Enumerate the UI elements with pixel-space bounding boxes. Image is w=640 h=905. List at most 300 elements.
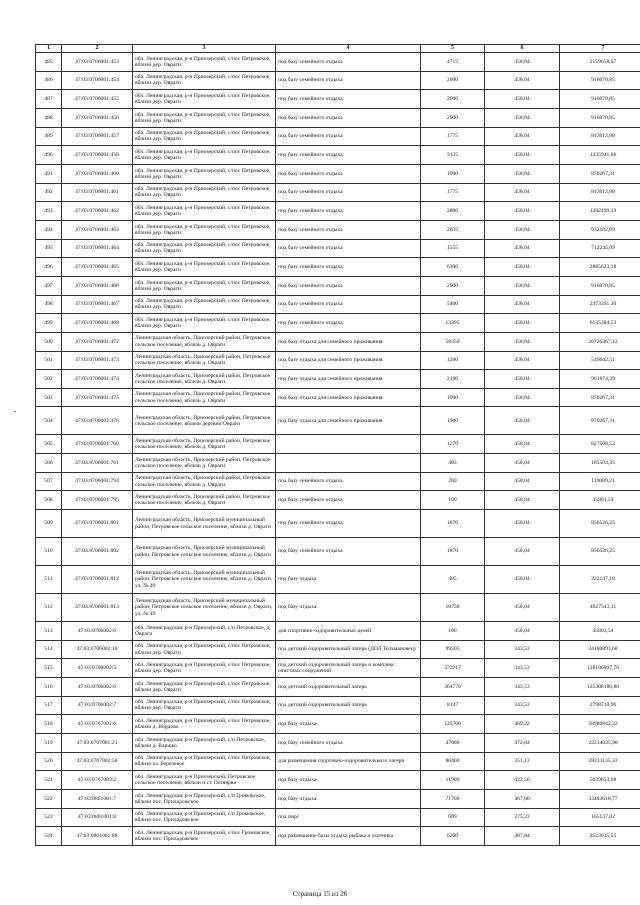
cell-cadastral-number: 47:03:0706001:453 [62,53,133,72]
cell-purpose: под детский оздоровительный лагерь [276,696,421,715]
cell-address: обл. Ленинградская, р-н Приозерский, с/пос Петровское, вблизи дер. Овраги [133,677,276,696]
table-row [36,314,640,333]
cell-rate: 458,04 [485,239,560,258]
cell-row-number: 517 [36,696,62,715]
table-row [36,677,640,696]
cell-purpose: под базу семейного отдыха [276,202,421,221]
table-row [36,108,640,127]
cell-cadastral-number: 47:03:0706001:454 [62,71,133,90]
cell-address: Ленинградская область, Приозерский район, Петровское сельское поселение, вблизи д. Овраги [133,351,276,370]
cell-purpose: для спортивно-оздоровительных целей [276,622,421,641]
cell-area: 3135 [421,146,485,165]
cell-value: 45801,54 [560,491,640,510]
table-row [36,90,640,109]
cell-cadastral-number: 47:03:0706001:761 [62,454,133,473]
cell-rate: 458,04 [485,295,560,314]
cell-area: 99505 [421,640,485,659]
table-body [36,53,640,846]
cell-address: обл. Ленинградская, р-н Приозерский, с/пос Петровское, вблизи дер. Овраги [133,220,276,239]
column-header-area: 5 [421,45,485,53]
cell-value: 2473391,30 [560,295,640,314]
land-plots-table [35,44,640,846]
cell-rate: 467,00 [485,789,560,808]
cell-rate: 458,04 [485,258,560,277]
table-row [36,53,640,72]
cell-row-number: 505 [36,435,62,454]
cell-purpose: под базу семейного отдыха [276,314,421,333]
cell-rate: 423,50 [485,771,560,790]
cell-address: обл. Ленинградская, р-н Приозерский, с/пос Петровское, вблизи дер. Овраги [133,108,276,127]
cell-cadastral-number: 47:03:0706002:5 [62,659,133,678]
cell-area: 1200 [421,351,485,370]
cell-area: 2000 [421,108,485,127]
cell-value: 916070,85 [560,90,640,109]
cell-cadastral-number: 47:03:0707003:2 [62,771,133,790]
cell-row-number: 493 [36,202,62,221]
cell-cadastral-number: 47:03:0706001:455 [62,90,133,109]
cell-address: Ленинградская область, Приозерский район, Петровское сельское поселение, вблизи д. Овраги [133,332,276,351]
cell-row-number: 506 [36,454,62,473]
cell-value: 549642,51 [560,351,640,370]
cell-rate: 343,53 [485,640,560,659]
cell-area: 6300 [421,258,485,277]
cell-row-number: 521 [36,771,62,790]
cell-rate: 458,04 [485,146,560,165]
cell-area: 1555 [421,239,485,258]
cell-row-number: 503 [36,388,62,407]
cell-value: 856526,25 [560,538,640,566]
cell-cadastral-number: 47:03:0706002:6 [62,677,133,696]
cell-address: обл. Ленинградская, р-н Приозерский, с/пос Петровское, вблизи дер. Овраги [133,258,276,277]
cell-row-number: 501 [36,351,62,370]
cell-row-number: 520 [36,752,62,771]
cell-area: 5400 [421,295,485,314]
cell-purpose: под базу семейного отдыха [276,295,421,314]
cell-rate: 458,04 [485,510,560,538]
cell-cadastral-number: 47:03:0706001:473 [62,351,133,370]
cell-rate: 458,04 [485,622,560,641]
cell-cadastral-number: 47:03:0706001:458 [62,146,133,165]
cell-area: 2100 [421,370,485,389]
cell-purpose: под размещение базы отдыха рыбака и охотника [276,827,421,846]
cell-purpose: под базу семейного отдыха [276,127,421,146]
cell-row-number: 523 [36,808,62,827]
cell-area: 260 [421,472,485,491]
table-row [36,351,640,370]
table-row [36,202,640,221]
cell-address: обл. Ленинградская, р-н Приозерский, с/п Громовское, вблизи пос. Приладожское [133,789,276,808]
cell-rate: 343,53 [485,659,560,678]
cell-area: 80400 [421,752,485,771]
table-row [36,771,640,790]
cell-value: 2523635,55 [560,827,640,846]
table-row [36,594,640,622]
cell-purpose: под базу семейного отдыха [276,164,421,183]
cell-area: 8147 [421,696,485,715]
cell-value: 2885623,18 [560,258,640,277]
table-row [36,491,640,510]
cell-cadastral-number: 47:03:0706001:801 [62,510,133,538]
cell-area: 1870 [421,510,485,538]
cell-value: 1282499,19 [560,202,640,221]
cell-purpose: под базу отдыха [276,771,421,790]
cell-rate: 458,04 [485,164,560,183]
cell-address: обл. Ленинградская, р-н Приозерский, с/пос Петровское, вблизи оз. Березовое [133,752,276,771]
cell-value: 916070,85 [560,71,640,90]
cell-purpose: под базу отдыха для семейного проживания [276,332,421,351]
cell-cadastral-number: 47:03:0706001:812 [62,566,133,594]
cell-address: обл. Ленинградская, р-н Приозерский, с/пос Петровское, вблизи дер. Овраги [133,659,276,678]
cell-area: 11900 [421,771,485,790]
table-row [36,622,640,641]
cell-area: 2000 [421,90,485,109]
cell-value: 33483618,77 [560,789,640,808]
cell-area: 125700 [421,715,485,734]
cell-purpose: под базу семейного отдыха [276,108,421,127]
cell-address: обл. Ленинградская, р-н Приозерский, с/пос Петровское, вблизи дер. Овраги [133,183,276,202]
table-row [36,220,640,239]
cell-area: 2800 [421,202,485,221]
cell-area: 1370 [421,435,485,454]
cell-row-number: 514 [36,640,62,659]
cell-row-number: 489 [36,127,62,146]
cell-cadastral-number: 47:03:0706001:474 [62,370,133,389]
table-row [36,733,640,752]
cell-cadastral-number: 47:03:0706001:794 [62,472,133,491]
cell-cadastral-number: 47:03:0707001:21 [62,733,133,752]
cell-area: 485 [421,566,485,594]
cell-cadastral-number: 47:03:0801001:88 [62,827,133,846]
cell-cadastral-number: 47:03:0706001:760 [62,435,133,454]
cell-row-number: 495 [36,239,62,258]
cell-value: 4927543,11 [560,594,640,622]
cell-purpose: под базу семейного отдыха [276,538,421,566]
cell-area: 1775 [421,183,485,202]
cell-cadastral-number: 47:03:0706001:468 [62,314,133,333]
cell-row-number: 499 [36,314,62,333]
cell-address: обл. Ленинградская, р-н Приозерский, с/п Петровское, д. Овраги [133,622,276,641]
cell-address: Ленинградская область, Приозерский муниципальный район, Петровское сельское поселение, вблизи д. Овраги, ул. № 49 [133,594,276,622]
margin-mark: - [14,407,17,415]
cell-rate: 458,04 [485,220,560,239]
cell-rate: 458,04 [485,454,560,473]
cell-address: обл. Ленинградская, р-н Приозерский, с/п Громовское, вблизи пос. Приладожское [133,808,276,827]
column-header-row-number: 1 [36,45,62,53]
table-header-row [36,45,640,53]
cell-value: 128106897,76 [560,659,640,678]
cell-row-number: 509 [36,510,62,538]
cell-area: 58350 [421,332,485,351]
cell-address: Ленинградская область, Приозерский район, Петровское сельское поселение, вблизи д. Овраги [133,491,276,510]
cell-purpose: под базу семейного отдыха [276,90,421,109]
cell-purpose: под базу семейного отдыха [276,733,421,752]
cell-rate: 458,04 [485,127,560,146]
cell-rate: 458,04 [485,566,560,594]
cell-cadastral-number: 47:03:0801001:7 [62,789,133,808]
cell-rate: 458,04 [485,183,560,202]
cell-value: 813012,88 [560,127,640,146]
table-row [36,388,640,407]
cell-cadastral-number: 47:03:0706001:802 [62,538,133,566]
cell-rate: 458,04 [485,472,560,491]
cell-address: обл. Ленинградская, р-н Приозерский, с/п Петровское, вблизи д. Варшко [133,733,276,752]
cell-area: 100 [421,491,485,510]
cell-purpose: под базу отдыха [276,789,421,808]
cell-cadastral-number: 47:03:0706001:456 [62,108,133,127]
cell-rate: 351,13 [485,752,560,771]
table-row [36,276,640,295]
cell-rate: 469,22 [485,715,560,734]
cell-purpose: под детский оздоровительный лагерь [276,677,421,696]
cell-area: 2035 [421,220,485,239]
cell-purpose: под базу семейного отдыха [276,472,421,491]
table-row [36,789,640,808]
cell-address: обл. Ленинградская, р-н Приозерский, с/пос Петровское, вблизи дер. Овраги [133,239,276,258]
cell-row-number: 524 [36,827,62,846]
cell-address: Ленинградская область, Приозерский муниципальный район, Петровское сельское поселение, вблизи д. Овраги [133,510,276,538]
cell-cadastral-number: 47:03:0706001:464 [62,239,133,258]
cell-row-number: 518 [36,715,62,734]
table-row [36,71,640,90]
table-row [36,696,640,715]
cell-address: обл. Ленинградская, р-н Приозерский, с/пос Петровское, вблизи дер. Овраги [133,146,276,165]
cell-purpose: под базу семейного отдыха [276,71,421,90]
cell-area: 71700 [421,789,485,808]
cell-row-number: 522 [36,789,62,808]
cell-cadastral-number: 47:03:0707001:6 [62,715,133,734]
cell-cadastral-number: 47:03:0706002:7 [62,696,133,715]
cell-address: Ленинградская область, Приозерский район, Петровское сельское поселение, вблизи д. Овраги [133,388,276,407]
table-row [36,827,640,846]
table-row [36,640,640,659]
table-row [36,659,640,678]
cell-area: 1775 [421,127,485,146]
cell-value: 870267,31 [560,407,640,435]
cell-row-number: 497 [36,276,62,295]
cell-area: 403 [421,454,485,473]
cell-cadastral-number: 47:03:0706001:461 [62,183,133,202]
cell-row-number: 511 [36,566,62,594]
cell-cadastral-number: 47:03:0706002:6 [62,622,133,641]
cell-row-number: 492 [36,183,62,202]
cell-cadastral-number: 47:03:0706001:795 [62,491,133,510]
cell-row-number: 502 [36,370,62,389]
cell-cadastral-number: 47:03:0706001:476 [62,407,133,435]
cell-purpose: для размещения спортивно-оздоровительного лагеря [276,752,421,771]
cell-purpose: под базу семейного отдыха [276,258,421,277]
cell-area: 47000 [421,733,485,752]
cell-purpose: под базу семейного отдыха [276,239,421,258]
cell-rate: 458,04 [485,202,560,221]
cell-cadastral-number: 47:03:0706001:475 [62,388,133,407]
cell-value: 856526,25 [560,510,640,538]
table-row [36,258,640,277]
cell-value: 34180893,68 [560,640,640,659]
cell-value: 6135384,53 [560,314,640,333]
cell-address: Ленинградская область, Приозерский район, Петровское сельское поселение, вблизи деревни Овраги [133,407,276,435]
cell-cadastral-number: 47:03:0706001:813 [62,594,133,622]
cell-value: 813012,88 [560,183,640,202]
cell-address: Ленинградская область, Приозерский район, Петровское сельское поселение, вблизи д. Овраги [133,454,276,473]
cell-row-number: 515 [36,659,62,678]
cell-area: 2000 [421,71,485,90]
cell-purpose: под базу отдыха для семейного проживания [276,388,421,407]
cell-address: обл. Ленинградская, р-н Приозерский, с/пос Петровское, вблизи дер. Овраги [133,696,276,715]
cell-value: 125308186,80 [560,677,640,696]
cell-row-number: 490 [36,146,62,165]
cell-value: 916070,85 [560,108,640,127]
cell-address: обл. Ленинградская, р-н Приозерский, с/пос Петровское, вблизи дер. Овраги [133,314,276,333]
cell-value: 961874,39 [560,370,640,389]
cell-value: 870267,31 [560,164,640,183]
cell-value: 26726367,12 [560,332,640,351]
cell-purpose: под базу отдыха для семейного проживания [276,351,421,370]
cell-row-number: 510 [36,538,62,566]
cell-rate: 458,04 [485,435,560,454]
cell-value: 627508,53 [560,435,640,454]
cell-area: 1900 [421,407,485,435]
cell-purpose: под базу семейного отдыха [276,183,421,202]
column-header-cadastral-number: 2 [62,45,133,53]
cell-address: обл. Ленинградская, р-н Приозерский, с/пос Петровское, вблизи дер. Овраги [133,202,276,221]
cell-cadastral-number: 47:03:0706001:463 [62,220,133,239]
cell-area: 13395 [421,314,485,333]
cell-cadastral-number: 47:03:0706001:467 [62,295,133,314]
cell-rate: 458,04 [485,388,560,407]
cell-value: 2798710,96 [560,696,640,715]
cell-rate: 458,04 [485,53,560,72]
cell-address: Ленинградская область, Приозерский муниципальный район, Петровское сельское поселение, вблизи д. Овраги [133,538,276,566]
table-row [36,472,640,491]
table-row [36,808,640,827]
cell-row-number: 513 [36,622,62,641]
table-row [36,239,640,258]
cell-rate: 458,04 [485,108,560,127]
cell-area: 1900 [421,388,485,407]
cell-purpose [276,454,421,473]
cell-rate: 458,04 [485,370,560,389]
table-row [36,146,640,165]
cell-area: 372917 [421,659,485,678]
table-row [36,538,640,566]
cell-row-number: 487 [36,90,62,109]
cell-row-number: 507 [36,472,62,491]
cell-cadastral-number: 47:03:0706001:460 [62,164,133,183]
cell-rate: 458,04 [485,71,560,90]
table-row [36,164,640,183]
cell-purpose: под базу семейного отдыха [276,53,421,72]
cell-row-number: 508 [36,491,62,510]
cell-cadastral-number: 47:03:0706001:457 [62,127,133,146]
column-header-address: 3 [133,45,276,53]
cell-row-number: 491 [36,164,62,183]
cell-purpose: под пирс [276,808,421,827]
cell-value: 932102,09 [560,220,640,239]
table-row [36,752,640,771]
cell-rate: 458,04 [485,491,560,510]
cell-value: 222147,18 [560,566,640,594]
cell-area: 6200 [421,827,485,846]
cell-rate: 458,04 [485,90,560,109]
cell-rate: 343,53 [485,677,560,696]
cell-value: 165137,82 [560,808,640,827]
cell-cadastral-number: 47:03:0706001:465 [62,258,133,277]
cell-area: 1900 [421,164,485,183]
cell-row-number: 494 [36,220,62,239]
cell-area: 2000 [421,276,485,295]
cell-area: 100 [421,622,485,641]
cell-row-number: 500 [36,332,62,351]
cell-row-number: 512 [36,594,62,622]
cell-rate: 458,04 [485,314,560,333]
cell-purpose: под базу семейного отдыха [276,510,421,538]
cell-purpose: под базу отдыха для семейного проживания [276,407,421,435]
cell-row-number: 516 [36,677,62,696]
cell-value: 58980842,22 [560,715,640,734]
cell-cadastral-number: 47:03:0706001:462 [62,202,133,221]
table-row [36,435,640,454]
cell-rate: 343,53 [485,696,560,715]
cell-rate: 458,04 [485,276,560,295]
cell-value: 870267,31 [560,388,640,407]
cell-cadastral-number: 47:03:0706001:466 [62,276,133,295]
cell-address: обл. Ленинградская, р-н Приозерский, Петровское сельское поселение, вблизи п.ст. Петяярви [133,771,276,790]
cell-row-number: 498 [36,295,62,314]
cell-address: обл. Ленинградская, р-н Приозерский, с/пос Петровское, вблизи дер. Овраги [133,127,276,146]
cell-value: 5039653,68 [560,771,640,790]
cell-address: обл. Ленинградская, р-н Приозерский, с/пос Громовское, вблизи пос. Приладожское [133,827,276,846]
table-row [36,454,640,473]
cell-address: Ленинградская область, Приозерский район, Петровское сельское поселение, вблизи д. Овраги [133,370,276,389]
cell-purpose: под базу отдыха [276,566,421,594]
cell-rate: 458,04 [485,332,560,351]
cell-rate: 458,04 [485,538,560,566]
cell-rate: 458,04 [485,407,560,435]
cell-cadastral-number: 47:03:0706001:472 [62,332,133,351]
cell-address: обл. Ленинградская, р-н Приозерский, с/пос Петровское, вблизи дер. Овраги [133,295,276,314]
cell-area: 609 [421,808,485,827]
cell-address: обл. Ленинградская, р-н Приозерский, с/пос Петровское, вблизи д. Вордово [133,715,276,734]
cell-cadastral-number: 47:03:0801001:8 [62,808,133,827]
cell-address: обл. Ленинградская, р-н Приозерский, с/пос Петровское, вблизи дер. Овраги [133,276,276,295]
cell-purpose: под базу отдыха [276,715,421,734]
cell-purpose: под базу семейного отдыха [276,220,421,239]
table-row [36,127,640,146]
cell-address: обл. Ленинградская, р-н Приозерский, с/пос Петровское, вблизи дер. Овраги [133,90,276,109]
table-row [36,407,640,435]
column-header-value: 7 [560,45,640,53]
cell-area: 10758 [421,594,485,622]
cell-value: 712245,09 [560,239,640,258]
cell-address: обл. Ленинградская, р-н Приозерский, с/пос Петровское, вблизи дер. Овраги [133,640,276,659]
cell-row-number: 486 [36,71,62,90]
cell-row-number: 488 [36,108,62,127]
cell-purpose [276,435,421,454]
table-row [36,566,640,594]
cell-rate: 407,04 [485,827,560,846]
cell-purpose: под базу семейного отдыха [276,276,421,295]
cell-value: 185504,35 [560,454,640,473]
cell-value: 45803,54 [560,622,640,641]
table-row [36,510,640,538]
table-row [36,715,640,734]
cell-row-number: 496 [36,258,62,277]
cell-purpose: под базу семейного отдыха [276,491,421,510]
cell-value: 916070,85 [560,276,640,295]
cell-address: Ленинградская область, Приозерский район, Петровское сельское поселение, вблизи д. Овраги [133,435,276,454]
cell-address: Ленинградская область, Приозерский муниципальный район, Петровское сельское поселение, вблизи д. Овраги, ул. № 49 [133,566,276,594]
page-footer: Страница 15 из 26 [292,890,348,898]
